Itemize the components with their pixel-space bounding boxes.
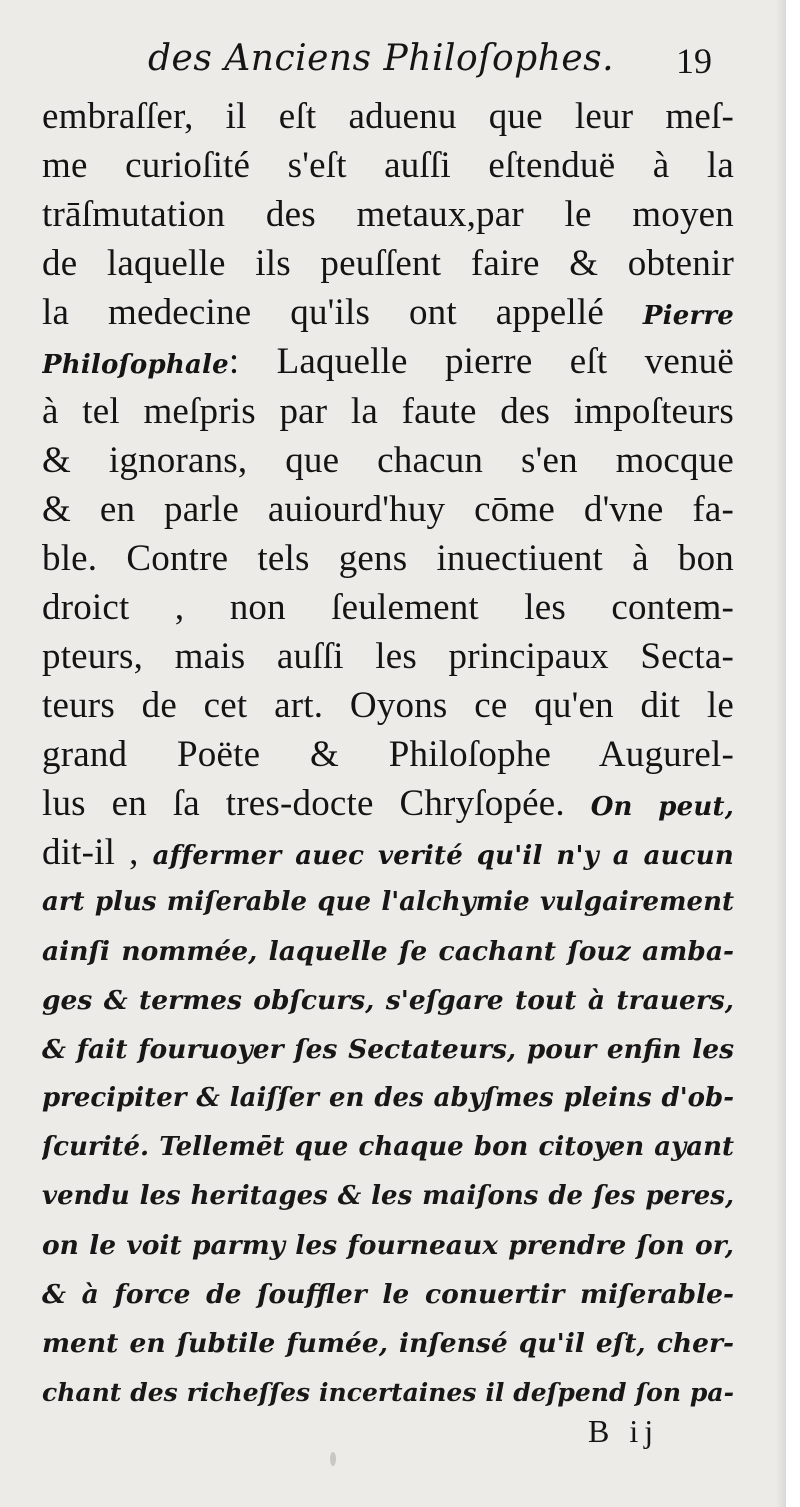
text-line: grand Poëte & Philoſophe Augurel- (42, 734, 734, 776)
italic-line: & à force de ſouffler le conuertir miſerable- (42, 1279, 734, 1311)
text-segment: la medecine qu'ils ont appellé (42, 292, 643, 334)
text-segment: dit-il , (42, 832, 153, 874)
italic-line: on le voit parmy les fourneaux prendre ſon or, (42, 1230, 734, 1262)
text-line: embraſſer, il eſt aduenu que leur meſ- (42, 96, 734, 137)
text-line (42, 828, 734, 877)
italic-line: vendu les heritages & les maiſons de ſes peres, (42, 1181, 734, 1212)
text-line: droict , non ſeulement les contem- (42, 586, 734, 628)
italic-line: ainſi nommée, laquelle ſe cachant ſouz amba- (42, 935, 734, 967)
italic-segment: Pierre (642, 301, 734, 332)
italic-line: art plus miſerable que l'alchymie vulgairement (42, 886, 734, 917)
page-gutter-shadow (776, 0, 786, 1507)
italic-segment: affermer auec verité qu'il n'y a aucun (152, 841, 734, 872)
body-text (42, 92, 742, 1418)
text-line: me curioſité s'eſt auſſi eſtenduë à la (42, 145, 734, 187)
text-line: de laquelle ils peuſſent faire & obtenir (42, 243, 734, 285)
text-line: teurs de cet art. Oyons ce qu'en dit le (42, 685, 734, 727)
italic-line: chant des richeſſes incertaines il deſpend ſon pa- (42, 1378, 734, 1408)
page-header (0, 38, 786, 98)
text-line: & ignorans, que chacun s'en mocque (42, 439, 734, 481)
italic-line: ment en ſubtile fumée, inſensé qu'il eſt, cher- (42, 1328, 734, 1360)
italic-line: precipiter & laiſſer en des abyſmes pleins d'ob- (42, 1082, 734, 1113)
italic-segment: On peut, (590, 792, 734, 823)
signature-mark: B ij (588, 1413, 660, 1449)
text-line: à tel meſpris par la faute des impoſteurs (42, 390, 734, 432)
text-line: pteurs, mais auſſi les principaux Secta- (42, 636, 734, 678)
text-line: trāſmutation des metaux,par le moyen (42, 194, 734, 236)
italic-line: ges & termes obſcurs, s'eſgare tout à trauers, (42, 984, 734, 1016)
text-segment: lus en ſa tres-docte Chryſopée. (42, 783, 591, 825)
text-segment: : Laquelle pierre eſt venuë (228, 341, 734, 383)
italic-line: ſcurité. Tellemēt que chaque bon citoyen ayant (42, 1131, 734, 1162)
text-line: & en parle auiourd'huy cōme d'vne fa- (42, 488, 734, 530)
italic-segment: Philoſophale (42, 350, 229, 381)
text-line (42, 779, 734, 828)
page-number: 19 (676, 41, 712, 81)
running-title: des Anciens Philoſophes. (148, 38, 615, 79)
paper-speck (330, 1452, 336, 1466)
italic-line: & fait fouruoyer ſes Sectateurs, pour enfin les (42, 1033, 734, 1065)
text-line (42, 337, 734, 386)
text-line (42, 288, 734, 337)
text-line: ble. Contre tels gens inuectiuent à bon (42, 537, 734, 579)
